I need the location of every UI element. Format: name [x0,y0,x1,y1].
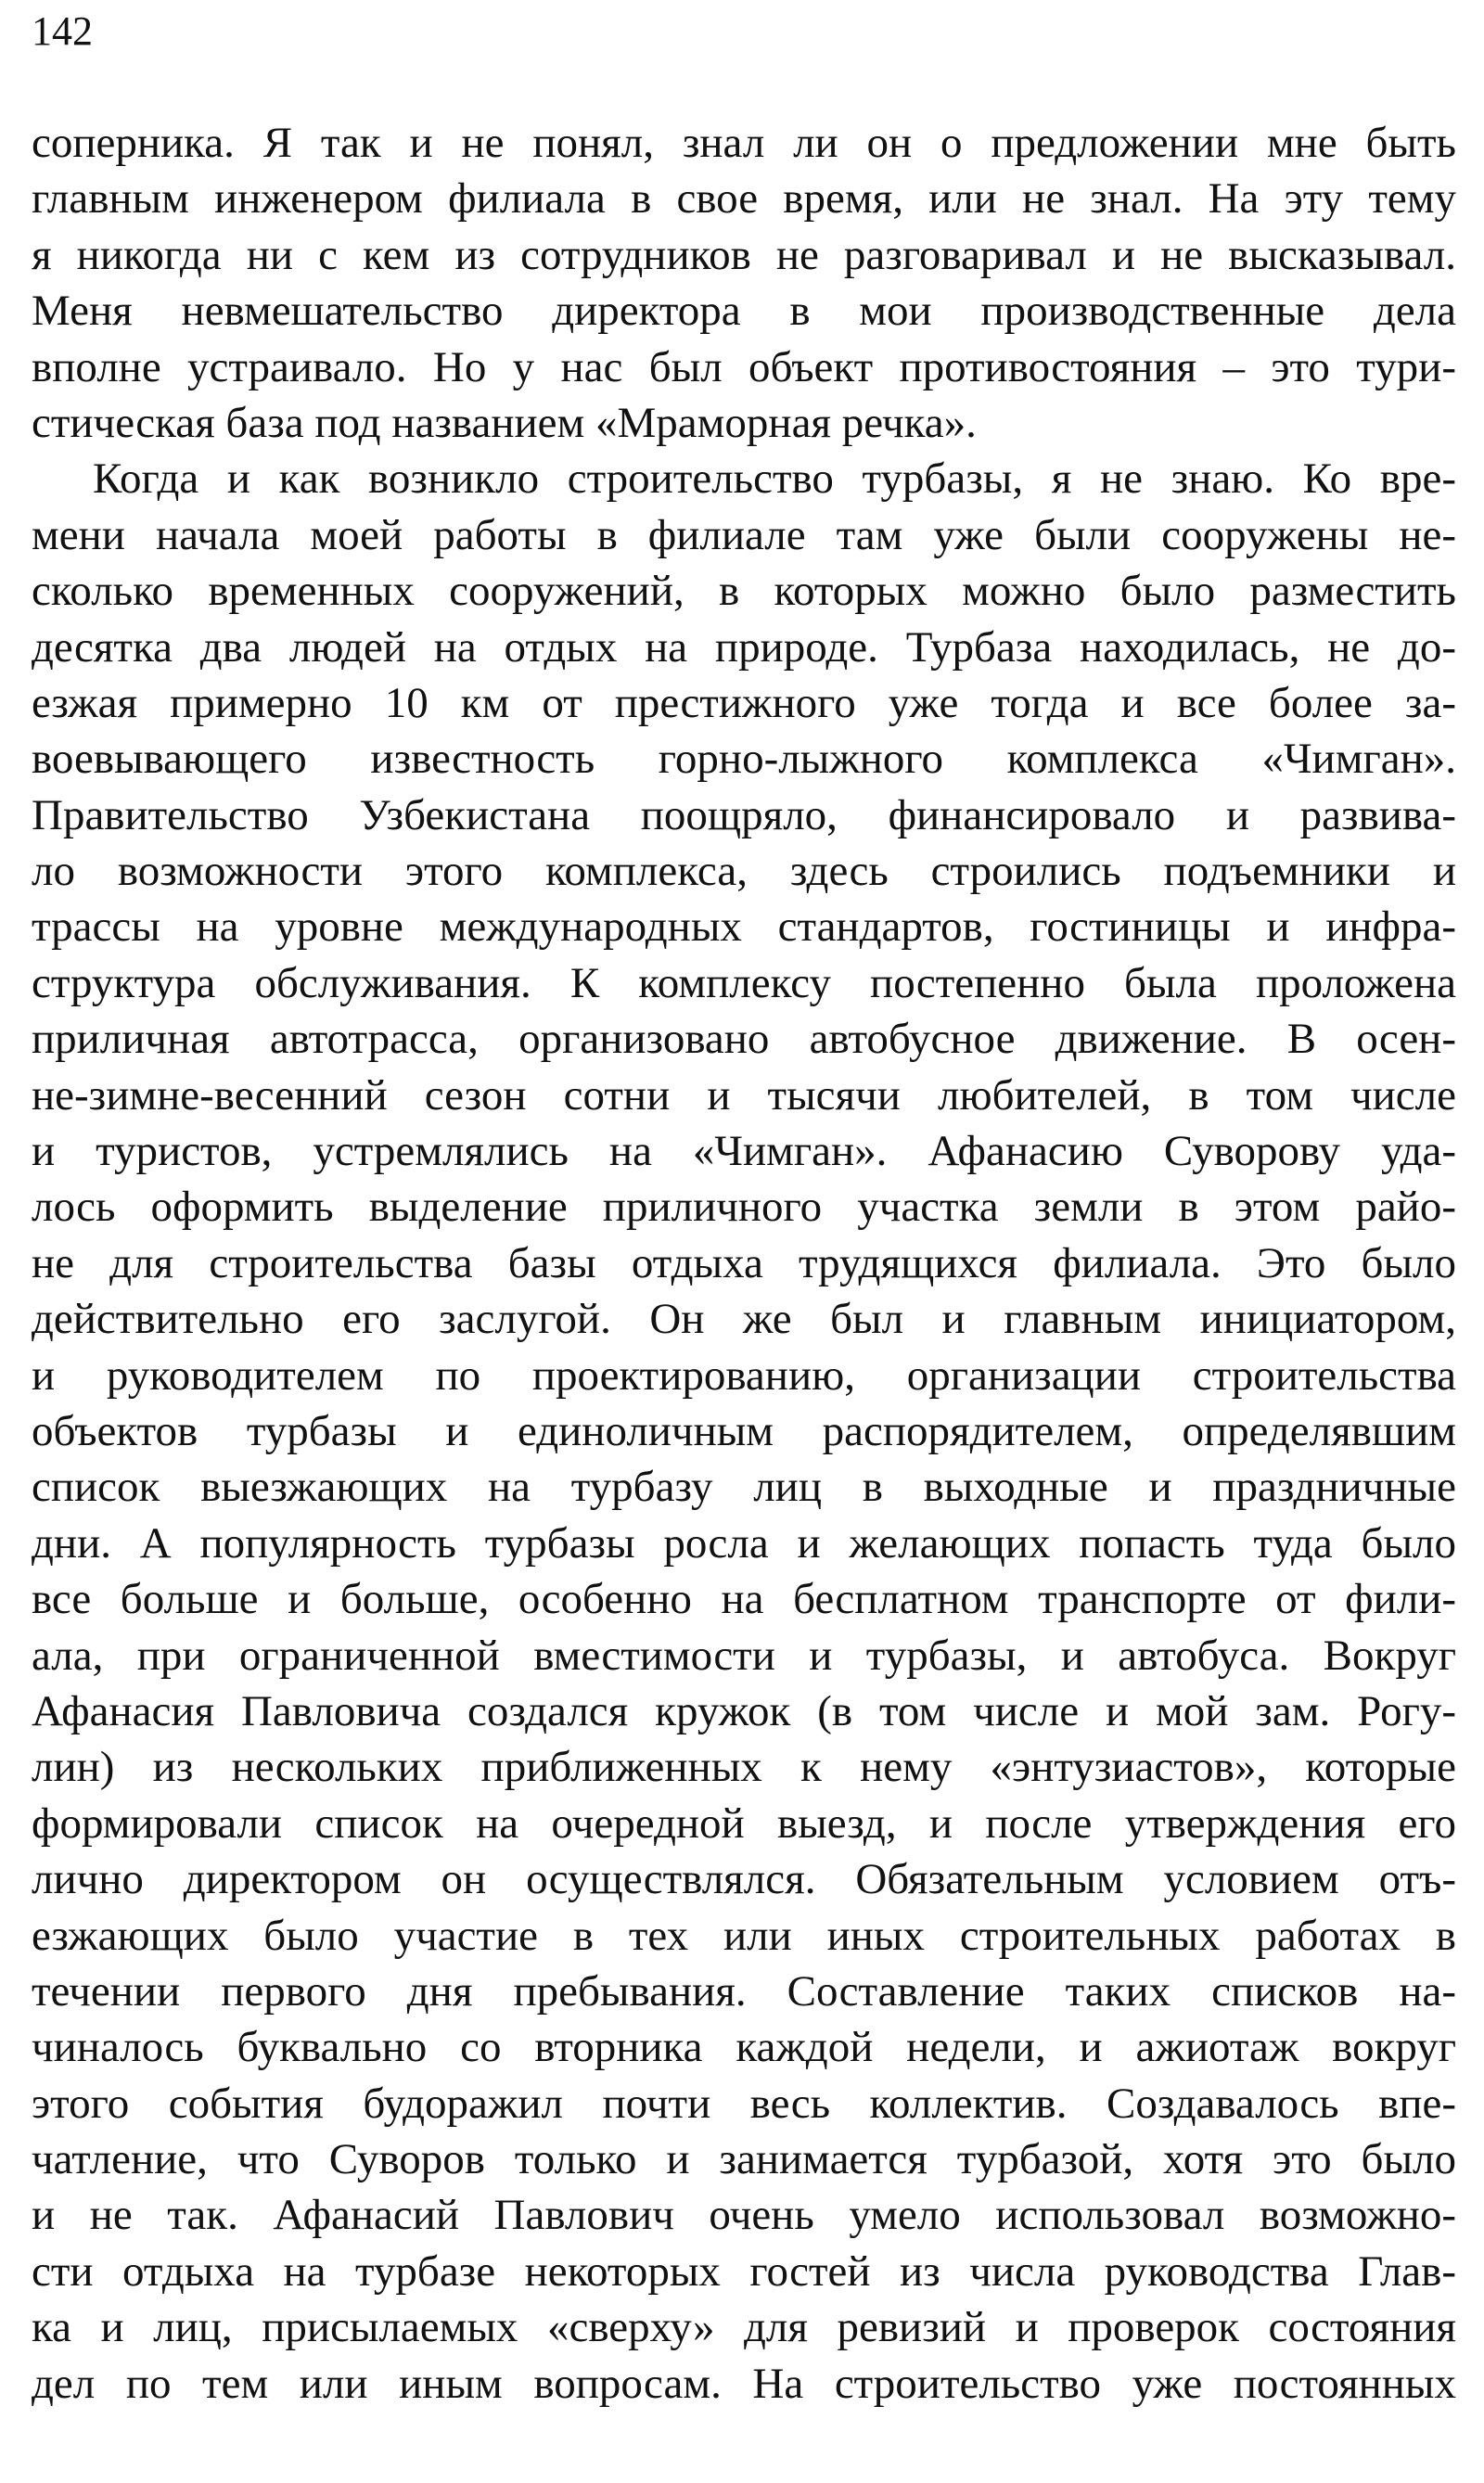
text-line: все больше и больше, особенно на бесплатном транспорте от фили- [32,1575,1456,1624]
text-line: лин) из нескольких приближенных к нему «энтузиастов», которые [32,1743,1456,1792]
text-line: и не так. Афанасий Павлович очень умело использовал возможно- [32,2191,1456,2240]
text-line: главным инженером филиала в свое время, или не знал. На эту тему [32,174,1456,224]
text-line: и туристов, устремлялись на «Чимган». Афанасию Суворову уда- [32,1127,1456,1176]
text-line: дел по тем или иным вопросам. На строительство уже постоянных [32,2359,1456,2408]
text-line: лось оформить выделение приличного участка земли в этом райо- [32,1183,1456,1232]
text-line: формировали список на очередной выезд, и после утверждения его [32,1798,1456,1848]
text-line: чатление, что Суворов только и занимается турбазой, хотя это было [32,2135,1456,2184]
text-line: езжая примерно 10 км от престижного уже тогда и все более за- [32,678,1456,727]
text-line: этого события будоражил почти весь коллектив. Создавалось впе- [32,2079,1456,2128]
text-line: мени начала моей работы в филиале там уже были сооружены не- [32,510,1456,559]
text-line: не для строительства базы отдыха трудящихся филиала. Это было [32,1238,1456,1287]
text-line: Правительство Узбекистана поощряло, финансировало и развива- [32,790,1456,839]
text-line: лично директором он осуществлялся. Обязательным условием отъ- [32,1855,1456,1904]
text-line: список выезжающих на турбазу лиц в выходные и праздничные [32,1463,1456,1512]
page-number: 142 [32,8,93,54]
text-line: Когда и как возникло строительство турбазы, я не знаю. Ко вре- [93,454,1456,504]
body-text [32,115,1456,2412]
text-line: я никогда ни с кем из сотрудников не разговаривал и не высказывал. [32,230,1456,279]
text-line: приличная автотрасса, организовано автобусное движение. В осен- [32,1015,1456,1064]
text-line: течении первого дня пребывания. Составление таких списков на- [32,1966,1456,2016]
text-line: чиналось буквально со вторника каждой недели, и ажиотаж вокруг [32,2023,1456,2072]
text-line: сколько временных сооружений, в которых можно было разместить [32,567,1456,616]
text-line: стическая база под названием «Мраморная речка». [32,398,977,447]
text-line: ала, при ограниченной вместимости и турбазы, и автобуса. Вокруг [32,1631,1456,1680]
text-line: сти отдыха на турбазе некоторых гостей из числа руководства Глав- [32,2246,1456,2296]
text-line: дни. А популярность турбазы росла и желающих попасть туда было [32,1518,1456,1568]
text-line: структура обслуживания. К комплексу постепенно была проложена [32,958,1456,1007]
text-line: Афанасия Павловича создался кружок (в том числе и мой зам. Рогу- [32,1686,1456,1735]
text-line: и руководителем по проектированию, организации строительства [32,1350,1456,1400]
text-line: воевывающего известность горно-лыжного комплекса «Чимган». [32,735,1456,784]
text-line: не-зимне-весенний сезон сотни и тысячи любителей, в том числе [32,1070,1456,1120]
text-line: ка и лиц, присылаемых «сверху» для ревизий и проверок состояния [32,2303,1456,2352]
text-line: действительно его заслугой. Он же был и главным инициатором, [32,1295,1456,1344]
text-line: езжающих было участие в тех или иных строительных работах в [32,1911,1456,1960]
text-line: объектов турбазы и единоличным распорядителем, определявшим [32,1406,1456,1455]
text-line: ло возможности этого комплекса, здесь строились подъемники и [32,847,1456,896]
text-line: десятка два людей на отдых на природе. Турбаза находилась, не до- [32,622,1456,672]
text-line: трассы на уровне международных стандартов, гостиницы и инфра- [32,902,1456,952]
text-line: вполне устраивало. Но у нас был объект противостояния – это тури- [32,342,1456,391]
text-line: Меня невмешательство директора в мои производственные дела [32,287,1456,336]
text-line: соперника. Я так и не понял, знал ли он о предложении мне быть [32,119,1456,167]
